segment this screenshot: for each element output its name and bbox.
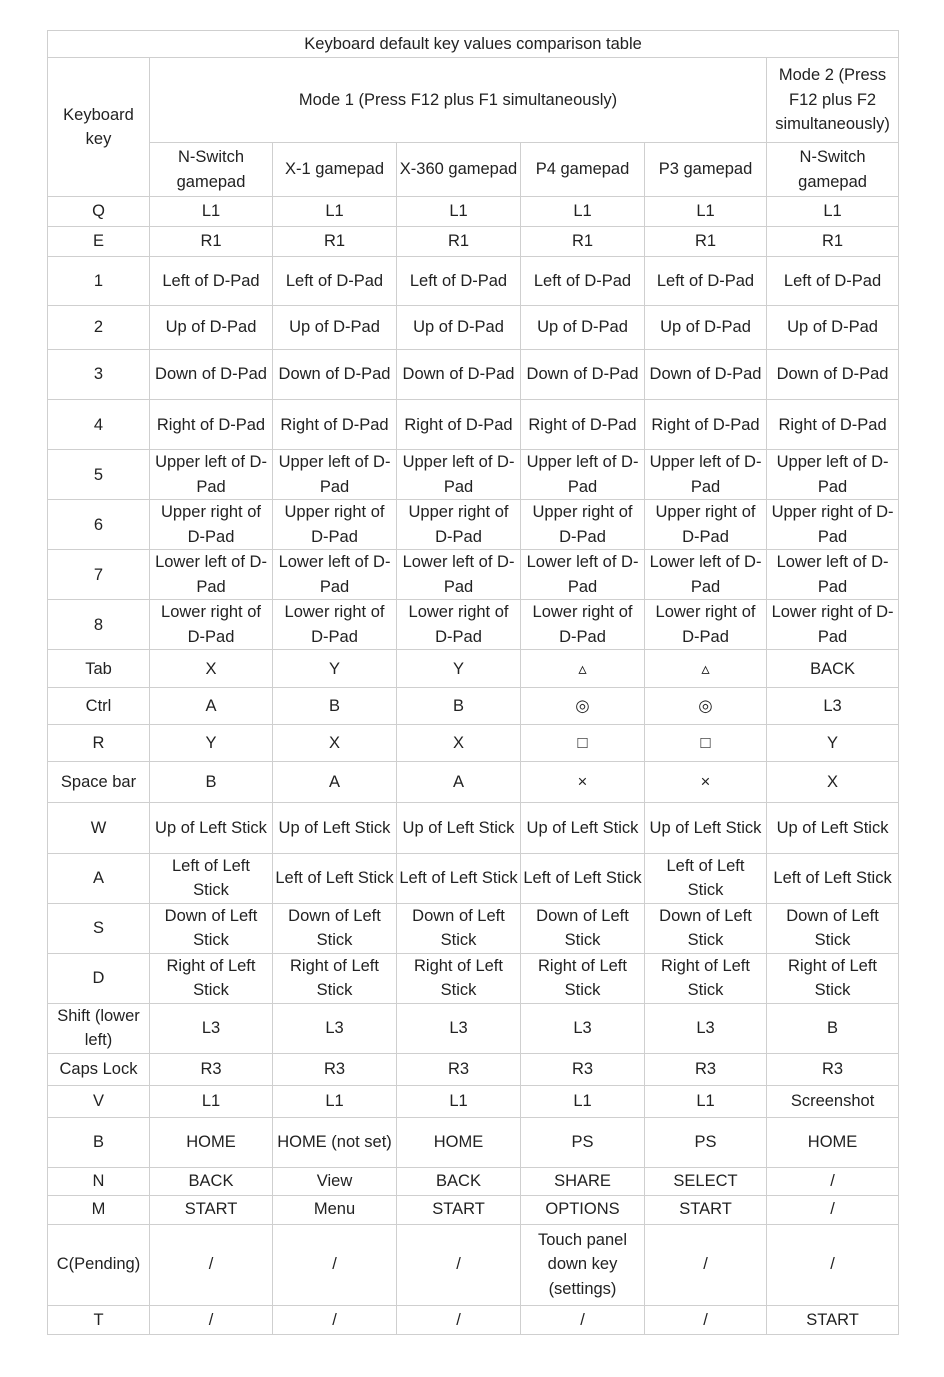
table-row: [48, 550, 899, 600]
value-cell: ▵: [521, 650, 645, 688]
value-cell: L1: [521, 1085, 645, 1117]
key-cell: 5: [48, 450, 150, 500]
value-cell: Down of D-Pad: [521, 350, 645, 400]
value-cell: Upper right of D-Pad: [273, 500, 397, 550]
table-row: [48, 197, 899, 227]
column-header: X-1 gamepad: [273, 143, 397, 197]
value-cell: /: [397, 1305, 521, 1334]
value-cell: Right of D-Pad: [645, 400, 767, 450]
value-cell: /: [645, 1224, 767, 1305]
value-cell: L1: [645, 1085, 767, 1117]
value-cell: Left of D-Pad: [767, 257, 899, 306]
value-cell: L1: [273, 197, 397, 227]
key-cell: 2: [48, 306, 150, 350]
value-cell: HOME: [767, 1117, 899, 1167]
value-cell: Left of D-Pad: [150, 257, 273, 306]
value-cell: L1: [150, 197, 273, 227]
table-row: [48, 725, 899, 762]
value-cell: Up of D-Pad: [521, 306, 645, 350]
table-row: [48, 903, 899, 953]
value-cell: Left of Left Stick: [150, 853, 273, 903]
value-cell: R1: [397, 227, 521, 257]
value-cell: R3: [273, 1053, 397, 1085]
value-cell: Upper right of D-Pad: [397, 500, 521, 550]
value-cell: Right of Left Stick: [397, 953, 521, 1003]
value-cell: L3: [397, 1003, 521, 1053]
mode2-header: Mode 2 (Press F12 plus F2 simultaneously): [767, 58, 899, 143]
value-cell: ◎: [645, 688, 767, 725]
value-cell: Left of Left Stick: [645, 853, 767, 903]
value-cell: Lower right of D-Pad: [273, 600, 397, 650]
value-cell: START: [645, 1195, 767, 1224]
value-cell: B: [273, 688, 397, 725]
value-cell: Lower right of D-Pad: [645, 600, 767, 650]
value-cell: Up of D-Pad: [645, 306, 767, 350]
value-cell: START: [767, 1305, 899, 1334]
column-header: X-360 gamepad: [397, 143, 521, 197]
key-cell: S: [48, 903, 150, 953]
value-cell: Upper left of D-Pad: [767, 450, 899, 500]
value-cell: Right of Left Stick: [521, 953, 645, 1003]
key-cell: 1: [48, 257, 150, 306]
key-cell: 8: [48, 600, 150, 650]
table-row: [48, 1003, 899, 1053]
value-cell: R1: [273, 227, 397, 257]
value-cell: Up of D-Pad: [767, 306, 899, 350]
value-cell: Right of D-Pad: [397, 400, 521, 450]
value-cell: /: [150, 1305, 273, 1334]
key-cell: V: [48, 1085, 150, 1117]
value-cell: L3: [645, 1003, 767, 1053]
value-cell: R1: [150, 227, 273, 257]
key-cell: 6: [48, 500, 150, 550]
table-row: [48, 1085, 899, 1117]
table-row: [48, 600, 899, 650]
value-cell: Touch panel down key (settings): [521, 1224, 645, 1305]
value-cell: L1: [150, 1085, 273, 1117]
value-cell: A: [273, 762, 397, 803]
value-cell: Upper left of D-Pad: [521, 450, 645, 500]
value-cell: Upper left of D-Pad: [397, 450, 521, 500]
key-cell: M: [48, 1195, 150, 1224]
value-cell: Screenshot: [767, 1085, 899, 1117]
value-cell: L1: [645, 197, 767, 227]
table-row: [48, 400, 899, 450]
value-cell: Upper right of D-Pad: [767, 500, 899, 550]
key-cell: W: [48, 803, 150, 853]
value-cell: Up of Left Stick: [645, 803, 767, 853]
value-cell: Lower left of D-Pad: [150, 550, 273, 600]
value-cell: PS: [521, 1117, 645, 1167]
value-cell: Left of D-Pad: [397, 257, 521, 306]
value-cell: SHARE: [521, 1167, 645, 1195]
value-cell: /: [767, 1195, 899, 1224]
value-cell: L3: [150, 1003, 273, 1053]
value-cell: R3: [397, 1053, 521, 1085]
value-cell: BACK: [397, 1167, 521, 1195]
value-cell: R1: [521, 227, 645, 257]
key-cell: Tab: [48, 650, 150, 688]
key-cell: Ctrl: [48, 688, 150, 725]
value-cell: R3: [521, 1053, 645, 1085]
value-cell: Y: [273, 650, 397, 688]
key-cell: R: [48, 725, 150, 762]
key-cell: A: [48, 853, 150, 903]
value-cell: Left of Left Stick: [273, 853, 397, 903]
key-cell: Caps Lock: [48, 1053, 150, 1085]
table-row: [48, 257, 899, 306]
value-cell: Down of Left Stick: [767, 903, 899, 953]
value-cell: START: [397, 1195, 521, 1224]
value-cell: Right of D-Pad: [273, 400, 397, 450]
table-row: [48, 1167, 899, 1195]
value-cell: /: [767, 1167, 899, 1195]
table-row: [48, 1117, 899, 1167]
keyboard-key-header: Keyboard key: [48, 58, 150, 197]
value-cell: Down of Left Stick: [397, 903, 521, 953]
value-cell: BACK: [150, 1167, 273, 1195]
key-cell: B: [48, 1117, 150, 1167]
value-cell: Left of D-Pad: [521, 257, 645, 306]
value-cell: /: [521, 1305, 645, 1334]
column-header: N-Switch gamepad: [767, 143, 899, 197]
table-row: [48, 953, 899, 1003]
mode1-header: Mode 1 (Press F12 plus F1 simultaneously): [150, 58, 767, 143]
value-cell: Lower right of D-Pad: [397, 600, 521, 650]
key-cell: D: [48, 953, 150, 1003]
key-cell: 7: [48, 550, 150, 600]
value-cell: □: [645, 725, 767, 762]
table-row: [48, 306, 899, 350]
value-cell: X: [397, 725, 521, 762]
value-cell: Down of D-Pad: [767, 350, 899, 400]
value-cell: Down of Left Stick: [521, 903, 645, 953]
value-cell: L1: [397, 1085, 521, 1117]
value-cell: B: [150, 762, 273, 803]
value-cell: L1: [273, 1085, 397, 1117]
table-row: [48, 1224, 899, 1305]
key-cell: Q: [48, 197, 150, 227]
value-cell: /: [273, 1305, 397, 1334]
value-cell: Up of Left Stick: [150, 803, 273, 853]
value-cell: HOME: [150, 1117, 273, 1167]
value-cell: Lower right of D-Pad: [521, 600, 645, 650]
value-cell: L3: [521, 1003, 645, 1053]
value-cell: Upper right of D-Pad: [521, 500, 645, 550]
value-cell: Left of Left Stick: [767, 853, 899, 903]
value-cell: /: [273, 1224, 397, 1305]
value-cell: Lower left of D-Pad: [273, 550, 397, 600]
table-row: [48, 650, 899, 688]
value-cell: Up of D-Pad: [397, 306, 521, 350]
value-cell: Down of D-Pad: [273, 350, 397, 400]
table-row: [48, 803, 899, 853]
table-row: [48, 1053, 899, 1085]
value-cell: L3: [767, 688, 899, 725]
value-cell: R3: [645, 1053, 767, 1085]
value-cell: Up of Left Stick: [521, 803, 645, 853]
value-cell: Menu: [273, 1195, 397, 1224]
value-cell: Down of D-Pad: [397, 350, 521, 400]
key-cell: 4: [48, 400, 150, 450]
value-cell: □: [521, 725, 645, 762]
key-cell: C(Pending): [48, 1224, 150, 1305]
key-cell: N: [48, 1167, 150, 1195]
value-cell: Up of Left Stick: [397, 803, 521, 853]
key-cell: E: [48, 227, 150, 257]
value-cell: Lower left of D-Pad: [521, 550, 645, 600]
value-cell: ×: [521, 762, 645, 803]
key-cell: 3: [48, 350, 150, 400]
value-cell: Left of D-Pad: [645, 257, 767, 306]
value-cell: Down of Left Stick: [150, 903, 273, 953]
value-cell: Right of Left Stick: [150, 953, 273, 1003]
value-cell: Right of Left Stick: [273, 953, 397, 1003]
table-row: [48, 762, 899, 803]
key-cell: Space bar: [48, 762, 150, 803]
value-cell: Lower right of D-Pad: [150, 600, 273, 650]
value-cell: /: [397, 1224, 521, 1305]
value-cell: Up of Left Stick: [767, 803, 899, 853]
value-cell: Right of Left Stick: [767, 953, 899, 1003]
value-cell: A: [397, 762, 521, 803]
value-cell: ▵: [645, 650, 767, 688]
value-cell: Down of D-Pad: [645, 350, 767, 400]
value-cell: Lower left of D-Pad: [645, 550, 767, 600]
value-cell: L1: [521, 197, 645, 227]
column-header: P3 gamepad: [645, 143, 767, 197]
table-row: [48, 688, 899, 725]
value-cell: Right of D-Pad: [150, 400, 273, 450]
value-cell: Lower left of D-Pad: [397, 550, 521, 600]
table-row: [48, 227, 899, 257]
value-cell: BACK: [767, 650, 899, 688]
value-cell: R1: [767, 227, 899, 257]
value-cell: A: [150, 688, 273, 725]
value-cell: Down of D-Pad: [150, 350, 273, 400]
value-cell: Up of D-Pad: [273, 306, 397, 350]
value-cell: HOME (not set): [273, 1117, 397, 1167]
value-cell: Y: [767, 725, 899, 762]
value-cell: Right of D-Pad: [521, 400, 645, 450]
value-cell: Lower left of D-Pad: [767, 550, 899, 600]
table-row: [48, 853, 899, 903]
value-cell: Upper right of D-Pad: [150, 500, 273, 550]
value-cell: R3: [150, 1053, 273, 1085]
value-cell: Y: [397, 650, 521, 688]
value-cell: Upper left of D-Pad: [150, 450, 273, 500]
value-cell: R3: [767, 1053, 899, 1085]
value-cell: Upper left of D-Pad: [645, 450, 767, 500]
value-cell: B: [397, 688, 521, 725]
value-cell: Down of Left Stick: [645, 903, 767, 953]
table-row: [48, 450, 899, 500]
value-cell: PS: [645, 1117, 767, 1167]
table-title: Keyboard default key values comparison table: [48, 31, 899, 58]
value-cell: /: [767, 1224, 899, 1305]
value-cell: X: [273, 725, 397, 762]
value-cell: Y: [150, 725, 273, 762]
value-cell: /: [150, 1224, 273, 1305]
value-cell: X: [150, 650, 273, 688]
key-cell: Shift (lower left): [48, 1003, 150, 1053]
value-cell: Left of D-Pad: [273, 257, 397, 306]
value-cell: B: [767, 1003, 899, 1053]
value-cell: SELECT: [645, 1167, 767, 1195]
table-row: [48, 1195, 899, 1224]
value-cell: Left of Left Stick: [397, 853, 521, 903]
value-cell: Right of Left Stick: [645, 953, 767, 1003]
value-cell: Down of Left Stick: [273, 903, 397, 953]
value-cell: Up of Left Stick: [273, 803, 397, 853]
table-row: [48, 1305, 899, 1334]
column-header: P4 gamepad: [521, 143, 645, 197]
column-header: N-Switch gamepad: [150, 143, 273, 197]
value-cell: Right of D-Pad: [767, 400, 899, 450]
value-cell: View: [273, 1167, 397, 1195]
key-cell: T: [48, 1305, 150, 1334]
value-cell: Upper left of D-Pad: [273, 450, 397, 500]
value-cell: Upper right of D-Pad: [645, 500, 767, 550]
value-cell: Lower right of D-Pad: [767, 600, 899, 650]
key-comparison-table: [47, 30, 899, 1335]
value-cell: /: [645, 1305, 767, 1334]
value-cell: L1: [397, 197, 521, 227]
value-cell: L1: [767, 197, 899, 227]
table-row: [48, 350, 899, 400]
value-cell: X: [767, 762, 899, 803]
value-cell: ×: [645, 762, 767, 803]
table-row: [48, 500, 899, 550]
value-cell: Up of D-Pad: [150, 306, 273, 350]
value-cell: R1: [645, 227, 767, 257]
value-cell: HOME: [397, 1117, 521, 1167]
value-cell: START: [150, 1195, 273, 1224]
value-cell: L3: [273, 1003, 397, 1053]
value-cell: Left of Left Stick: [521, 853, 645, 903]
value-cell: ◎: [521, 688, 645, 725]
value-cell: OPTIONS: [521, 1195, 645, 1224]
